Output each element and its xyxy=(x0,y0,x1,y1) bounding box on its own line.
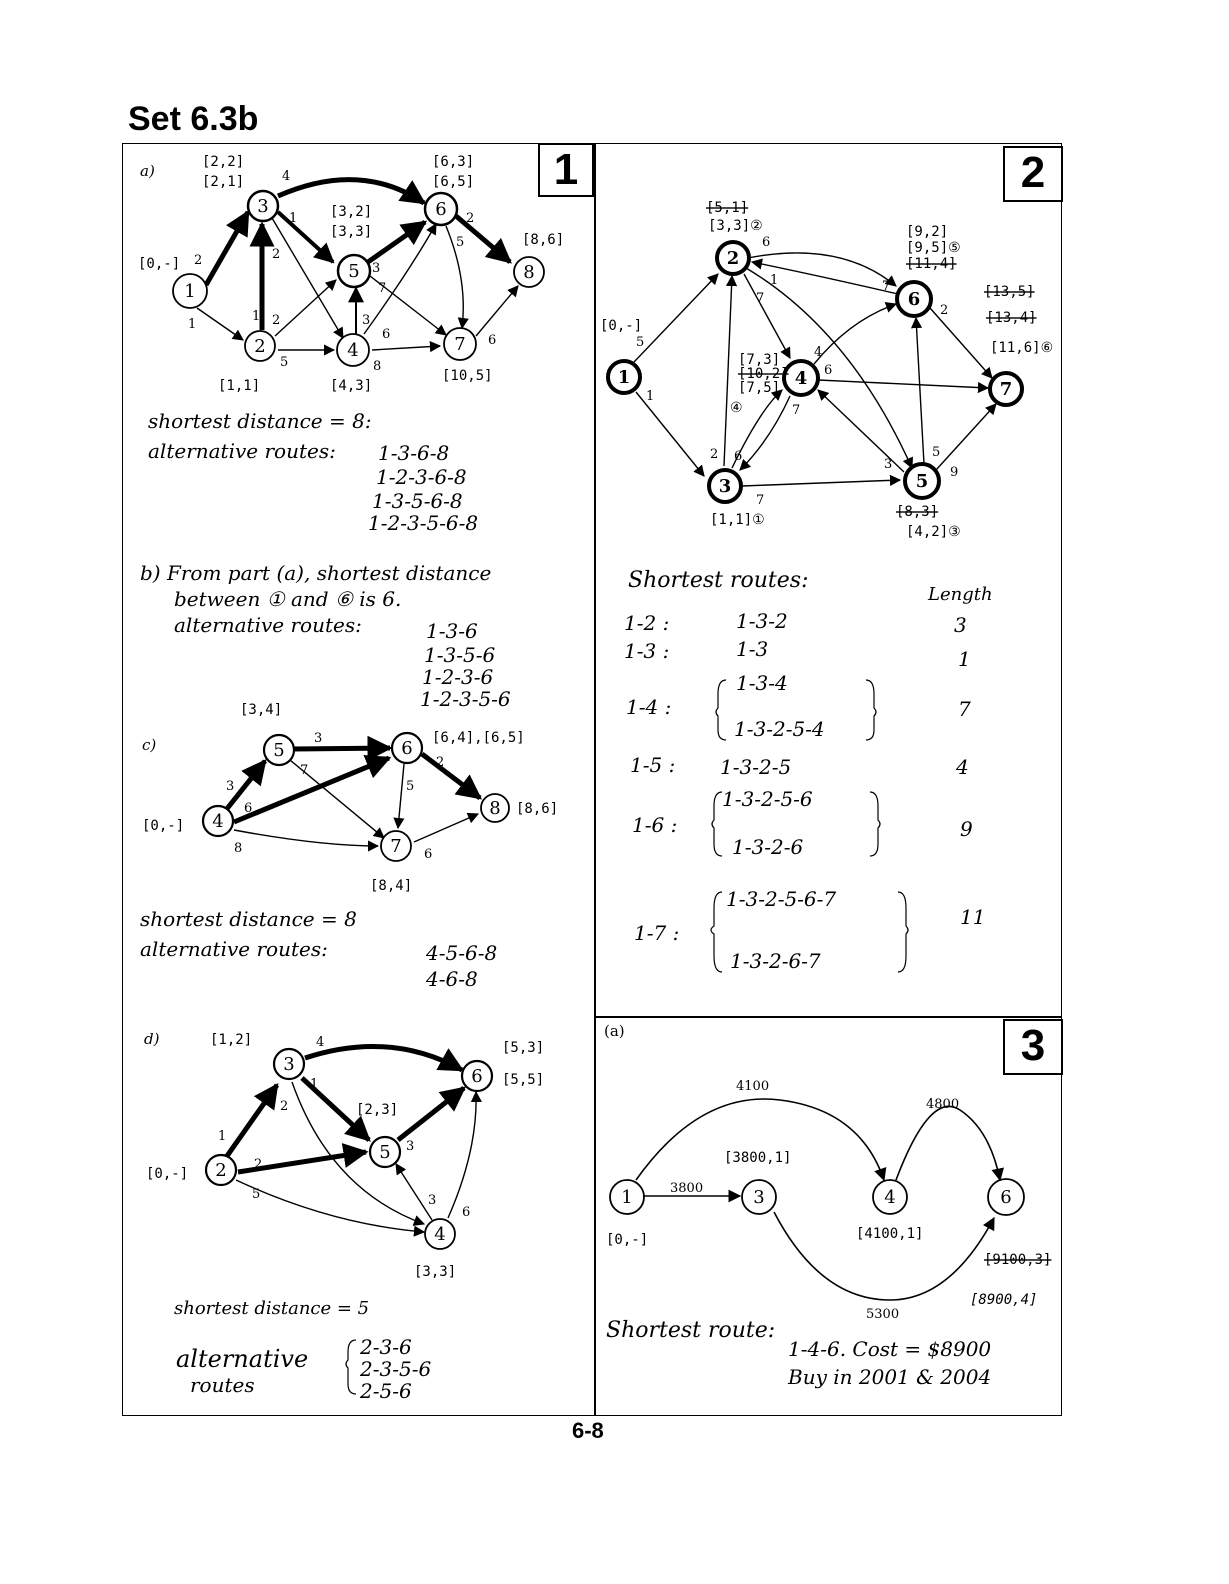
page-title: Set 6.3b xyxy=(128,100,259,138)
p1a-route-4: 1-2-3-5-6-8 xyxy=(368,511,479,535)
svg-text:5: 5 xyxy=(348,261,360,282)
node-2 xyxy=(245,331,275,361)
edge-4-6 xyxy=(448,1092,476,1218)
p3-buy-note: Buy in 2001 & 2004 xyxy=(788,1365,992,1389)
graph-2 xyxy=(600,200,1053,540)
svg-text:4: 4 xyxy=(884,1187,896,1208)
label-node-7: [11,6]⑥ xyxy=(990,340,1054,356)
weight: 6 xyxy=(462,1205,471,1220)
p1b-line3: alternative routes: xyxy=(174,613,362,637)
node-2 xyxy=(717,242,749,274)
part-a-label: (a) xyxy=(604,1022,625,1040)
p1a-route-2: 1-2-3-6-8 xyxy=(376,465,467,489)
edge-4-5 xyxy=(396,1164,432,1220)
weight: 7 xyxy=(300,763,309,778)
node-5 xyxy=(338,255,370,287)
weight: 3 xyxy=(428,1193,437,1208)
label-node-6b: [6,5] xyxy=(432,174,475,190)
node-6 xyxy=(897,282,931,316)
edge-5-6 xyxy=(916,318,924,464)
p1b-route-3: 1-2-3-6 xyxy=(422,665,494,689)
weight: 3 xyxy=(362,313,371,328)
node-1 xyxy=(173,274,207,308)
p2-row-2-pair: 1-3 : xyxy=(624,639,670,663)
brace-1-4-right xyxy=(866,680,876,740)
node-6 xyxy=(392,733,422,763)
p2-row-6-len: 11 xyxy=(960,905,986,929)
weight: 8 xyxy=(373,359,382,374)
p1d-route-3: 2-5-6 xyxy=(360,1379,412,1403)
p2-routes-title: Shortest routes: xyxy=(628,568,809,593)
edge-2-4 xyxy=(744,274,790,358)
p2-row-1-len: 3 xyxy=(954,613,967,637)
node-4 xyxy=(203,806,233,836)
p1b-route-4: 1-2-3-5-6 xyxy=(420,687,511,711)
svg-text:4: 4 xyxy=(212,811,224,832)
label-node-6a: [6,3] xyxy=(432,154,475,170)
edge-2-3 xyxy=(227,1085,277,1156)
svg-text:3: 3 xyxy=(718,476,732,497)
weight: 5 xyxy=(456,235,465,250)
panel-2-tag: 2 xyxy=(1003,146,1063,202)
label-node-1: [0,-] xyxy=(138,256,181,272)
p2-row-2-route: 1-3 xyxy=(736,637,769,661)
p2-row-3-route-a: 1-3-4 xyxy=(736,671,788,695)
weight: 1 xyxy=(252,309,261,324)
edge-1-2 xyxy=(634,274,718,362)
weight: 6 xyxy=(488,333,497,348)
part-a-label: a) xyxy=(140,162,155,180)
label-node-7: [8,4] xyxy=(370,878,413,894)
p1d-shortest: shortest distance = 5 xyxy=(174,1298,370,1319)
edge-5-6 xyxy=(398,1088,464,1140)
p1a-route-1: 1-3-6-8 xyxy=(378,441,450,465)
p1a-alt-label: alternative routes: xyxy=(148,439,336,463)
p2-row-6-route-b: 1-3-2-6-7 xyxy=(730,949,821,973)
svg-text:3: 3 xyxy=(257,196,269,217)
label-node-6a: [5,3] xyxy=(502,1040,545,1056)
node-1 xyxy=(608,361,640,393)
label-node-5: [4,2]③ xyxy=(906,524,961,540)
weight: 1 xyxy=(289,211,298,226)
label-node-8: [8,6] xyxy=(522,232,565,248)
svg-text:6: 6 xyxy=(401,738,413,759)
node-6 xyxy=(988,1179,1024,1215)
weight: 6 xyxy=(824,363,833,378)
svg-text:6: 6 xyxy=(435,199,447,220)
brace-1d xyxy=(346,1340,356,1394)
p2-row-2-len: 1 xyxy=(958,647,971,671)
weight: 6 xyxy=(244,801,253,816)
node-4 xyxy=(873,1180,907,1214)
edge-3-5 xyxy=(278,212,333,262)
p2-length-title: Length xyxy=(928,584,993,605)
node-7 xyxy=(444,328,476,360)
edge-1-3 xyxy=(206,212,248,285)
weight: 2 xyxy=(940,303,949,318)
weight: 3 xyxy=(372,261,381,276)
svg-text:1: 1 xyxy=(621,1187,633,1208)
edge-4-7 xyxy=(234,830,378,846)
p2-row-3-len: 7 xyxy=(958,697,971,721)
edge-2-5 xyxy=(275,280,336,336)
edge-5-6 xyxy=(294,748,390,749)
label-node-4-order: ④ xyxy=(730,400,743,416)
edge-1-2 xyxy=(197,308,243,340)
weight: 2 xyxy=(272,247,281,262)
node-6 xyxy=(462,1061,492,1091)
weight: 5 xyxy=(636,335,645,350)
p2-row-3-pair: 1-4 : xyxy=(626,695,672,719)
svg-text:8: 8 xyxy=(489,798,501,819)
node-4 xyxy=(784,361,818,395)
weight: 5 xyxy=(406,779,415,794)
edge-3-6 xyxy=(278,180,424,203)
svg-text:6: 6 xyxy=(1000,1187,1012,1208)
weight: 2 xyxy=(710,447,719,462)
panel-3-tag: 3 xyxy=(1003,1019,1063,1075)
node-5 xyxy=(370,1137,400,1167)
label-node-5-old: [8,3] xyxy=(896,504,939,520)
svg-text:1: 1 xyxy=(617,367,631,388)
weight: 4100 xyxy=(736,1079,770,1094)
edge-6-7 xyxy=(398,764,404,828)
panel-1-tag: 1 xyxy=(538,143,594,197)
label-node-5: [2,3] xyxy=(356,1102,399,1118)
p2-row-4-len: 4 xyxy=(956,755,969,779)
svg-text:8: 8 xyxy=(523,262,535,283)
p1c-shortest: shortest distance = 8 xyxy=(140,907,357,931)
label-node-3: [1,2] xyxy=(210,1032,253,1048)
p2-row-6-pair: 1-7 : xyxy=(634,921,680,945)
label-node-4: [4,3] xyxy=(330,378,373,394)
p1d-route-1: 2-3-6 xyxy=(360,1335,412,1359)
weight: 1 xyxy=(188,317,197,332)
label-node-7-old2: [13,4] xyxy=(986,310,1037,326)
label-node-2: [3,3]② xyxy=(708,218,763,234)
weight: 2 xyxy=(254,1157,263,1172)
label-node-5b: [3,3] xyxy=(330,224,373,240)
brace-1-6-left xyxy=(712,792,722,856)
weight: 1 xyxy=(218,1129,227,1144)
brace-1-4-left xyxy=(716,680,726,740)
label-node-2: [0,-] xyxy=(146,1166,189,1182)
label-node-4-old: [10,2] xyxy=(738,366,789,382)
label-node-7-old1: [13,5] xyxy=(984,284,1035,300)
label-node-6b: [5,5] xyxy=(502,1072,545,1088)
weight: 3 xyxy=(884,457,893,472)
weight: 1 xyxy=(310,1077,319,1092)
weight: 7 xyxy=(756,493,765,508)
graph-1c xyxy=(142,702,558,894)
p1b-line2: between ① and ⑥ is 6. xyxy=(174,587,402,611)
p2-row-4-pair: 1-5 : xyxy=(630,753,676,777)
label-node-4a: [7,3] xyxy=(738,352,781,368)
edge-4-3 xyxy=(740,396,790,470)
p2-row-6-route-a: 1-3-2-5-6-7 xyxy=(726,887,837,911)
label-node-1: [0,-] xyxy=(600,318,643,334)
node-5 xyxy=(905,464,939,498)
weight: 7 xyxy=(882,279,891,294)
weight: 3 xyxy=(406,1139,415,1154)
p2-row-3-route-b: 1-3-2-5-4 xyxy=(734,717,825,741)
label-node-6-old: [9100,3] xyxy=(984,1252,1052,1268)
svg-text:7: 7 xyxy=(454,334,466,355)
edge-6-7 xyxy=(930,308,992,378)
node-1 xyxy=(610,1180,644,1214)
edge-4-7 xyxy=(818,380,988,388)
edge-6-8 xyxy=(422,754,480,798)
p1d-alt-label-2: routes xyxy=(190,1373,255,1397)
svg-text:6: 6 xyxy=(907,289,921,310)
p1b-route-1: 1-3-6 xyxy=(426,619,478,643)
weight: 2 xyxy=(194,253,203,268)
label-node-4: [3,3] xyxy=(414,1264,457,1280)
weight: 4 xyxy=(282,169,291,184)
p1b-route-2: 1-3-5-6 xyxy=(424,643,496,667)
weight: 3 xyxy=(314,731,323,746)
label-node-6: [8900,4] xyxy=(970,1292,1038,1308)
svg-text:7: 7 xyxy=(390,836,402,857)
weight: 2 xyxy=(272,313,281,328)
label-node-4: [0,-] xyxy=(142,818,185,834)
p1c-alt-label: alternative routes: xyxy=(140,937,328,961)
edge-1-4 xyxy=(636,1099,884,1180)
svg-text:5: 5 xyxy=(379,1142,391,1163)
weight: 6 xyxy=(382,327,391,342)
label-node-7: [10,5] xyxy=(442,368,493,384)
p1d-alt-label: alternative xyxy=(176,1345,309,1373)
graph-1a xyxy=(138,154,564,394)
label-node-4c: [7,5] xyxy=(738,380,781,396)
svg-text:4: 4 xyxy=(794,368,808,389)
page-number: 6-8 xyxy=(572,1418,604,1443)
part-d-label: d) xyxy=(144,1030,160,1048)
weight: 7 xyxy=(378,281,387,296)
weight: 9 xyxy=(950,465,959,480)
brace-1-6-right xyxy=(870,792,880,856)
p1b-line1: b) From part (a), shortest distance xyxy=(140,561,492,585)
edge-7-8 xyxy=(476,286,518,336)
weight: 4 xyxy=(814,345,823,360)
weight: 3 xyxy=(226,779,235,794)
p1a-route-3: 1-3-5-6-8 xyxy=(372,489,463,513)
label-node-3: [1,1]① xyxy=(710,512,765,528)
svg-text:7: 7 xyxy=(999,379,1013,400)
weight: 4800 xyxy=(926,1097,960,1112)
edge-4-7 xyxy=(372,346,440,350)
node-3 xyxy=(709,470,741,502)
weight: 5300 xyxy=(866,1307,900,1322)
part-c-label: c) xyxy=(142,736,157,754)
node-3 xyxy=(248,191,278,221)
p1d-route-2: 2-3-5-6 xyxy=(360,1357,432,1381)
svg-text:2: 2 xyxy=(215,1160,227,1181)
graph-3 xyxy=(604,1022,1051,1322)
weight: 3800 xyxy=(670,1181,704,1196)
brace-1-7-left xyxy=(711,892,722,972)
weight: 5 xyxy=(932,445,941,460)
node-7 xyxy=(381,831,411,861)
weight: 6 xyxy=(424,847,433,862)
node-8 xyxy=(481,794,509,822)
weight: 2 xyxy=(466,211,475,226)
node-2 xyxy=(206,1155,236,1185)
weight: 2 xyxy=(280,1099,289,1114)
weight: 1 xyxy=(646,389,655,404)
label-node-2: [1,1] xyxy=(218,378,261,394)
p1a-shortest: shortest distance = 8: xyxy=(148,409,372,433)
label-node-3b: [2,1] xyxy=(202,174,245,190)
weight: 5 xyxy=(280,355,289,370)
node-3 xyxy=(742,1180,776,1214)
p2-row-5-route-b: 1-3-2-6 xyxy=(732,835,804,859)
graph-1d xyxy=(144,1030,544,1280)
weight: 4 xyxy=(316,1035,325,1050)
edge-3-2 xyxy=(724,276,732,466)
weight: 2 xyxy=(436,755,445,770)
node-6 xyxy=(425,193,457,225)
node-4 xyxy=(425,1219,455,1249)
label-node-6a: [9,2] xyxy=(906,224,949,240)
weight: 5 xyxy=(252,1187,261,1202)
label-node-3a: [2,2] xyxy=(202,154,245,170)
node-5 xyxy=(264,735,294,765)
svg-text:5: 5 xyxy=(273,740,285,761)
label-node-4: [4100,1] xyxy=(856,1226,924,1242)
svg-text:5: 5 xyxy=(915,471,929,492)
node-7 xyxy=(990,373,1022,405)
p1c-route-2: 4-6-8 xyxy=(426,967,478,991)
p2-row-5-route-a: 1-3-2-5-6 xyxy=(722,787,813,811)
weight: 1 xyxy=(770,273,779,288)
svg-text:2: 2 xyxy=(254,336,266,357)
p2-row-5-pair: 1-6 : xyxy=(632,813,678,837)
node-4 xyxy=(337,334,369,366)
label-node-1: [0,-] xyxy=(606,1232,649,1248)
edge-5-7 xyxy=(936,404,996,470)
weight: 6 xyxy=(734,449,743,464)
weight: 8 xyxy=(234,841,243,856)
p3-shortest-label: Shortest route: xyxy=(606,1318,776,1343)
p2-row-4-route: 1-3-2-5 xyxy=(720,755,792,779)
svg-text:2: 2 xyxy=(726,248,740,269)
node-3 xyxy=(274,1049,304,1079)
edge-4-6 xyxy=(896,1106,1000,1180)
p2-row-1-route: 1-3-2 xyxy=(736,609,788,633)
p3-shortest-route: 1-4-6. Cost = $8900 xyxy=(788,1337,992,1361)
svg-text:6: 6 xyxy=(471,1066,483,1087)
label-node-6: [6,4],[6,5] xyxy=(432,730,525,746)
svg-text:4: 4 xyxy=(347,340,359,361)
svg-text:4: 4 xyxy=(434,1224,446,1245)
weight: 7 xyxy=(756,291,765,306)
svg-text:1: 1 xyxy=(184,281,196,302)
label-node-2-old: [5,1] xyxy=(706,200,749,216)
svg-text:3: 3 xyxy=(753,1187,765,1208)
label-node-6b: [9,5]⑤ xyxy=(906,240,961,256)
svg-text:3: 3 xyxy=(283,1054,295,1075)
p1c-route-1: 4-5-6-8 xyxy=(426,941,498,965)
label-node-6-old: [11,4] xyxy=(906,256,957,272)
node-8 xyxy=(514,257,544,287)
edge-7-8 xyxy=(414,814,478,842)
edge-3-6 xyxy=(305,1046,462,1070)
brace-1-7-right xyxy=(898,892,908,972)
label-node-5a: [3,2] xyxy=(330,204,373,220)
edge-1-3 xyxy=(636,392,704,476)
label-node-5: [3,4] xyxy=(240,702,283,718)
label-node-8: [8,6] xyxy=(516,801,559,817)
weight: 6 xyxy=(762,235,771,250)
edge-3-5 xyxy=(742,480,900,486)
p2-row-5-len: 9 xyxy=(960,817,973,841)
edge-2-4 xyxy=(236,1180,424,1232)
weight: 7 xyxy=(792,403,801,418)
label-node-3: [3800,1] xyxy=(724,1150,792,1166)
p2-row-1-pair: 1-2 : xyxy=(624,611,670,635)
